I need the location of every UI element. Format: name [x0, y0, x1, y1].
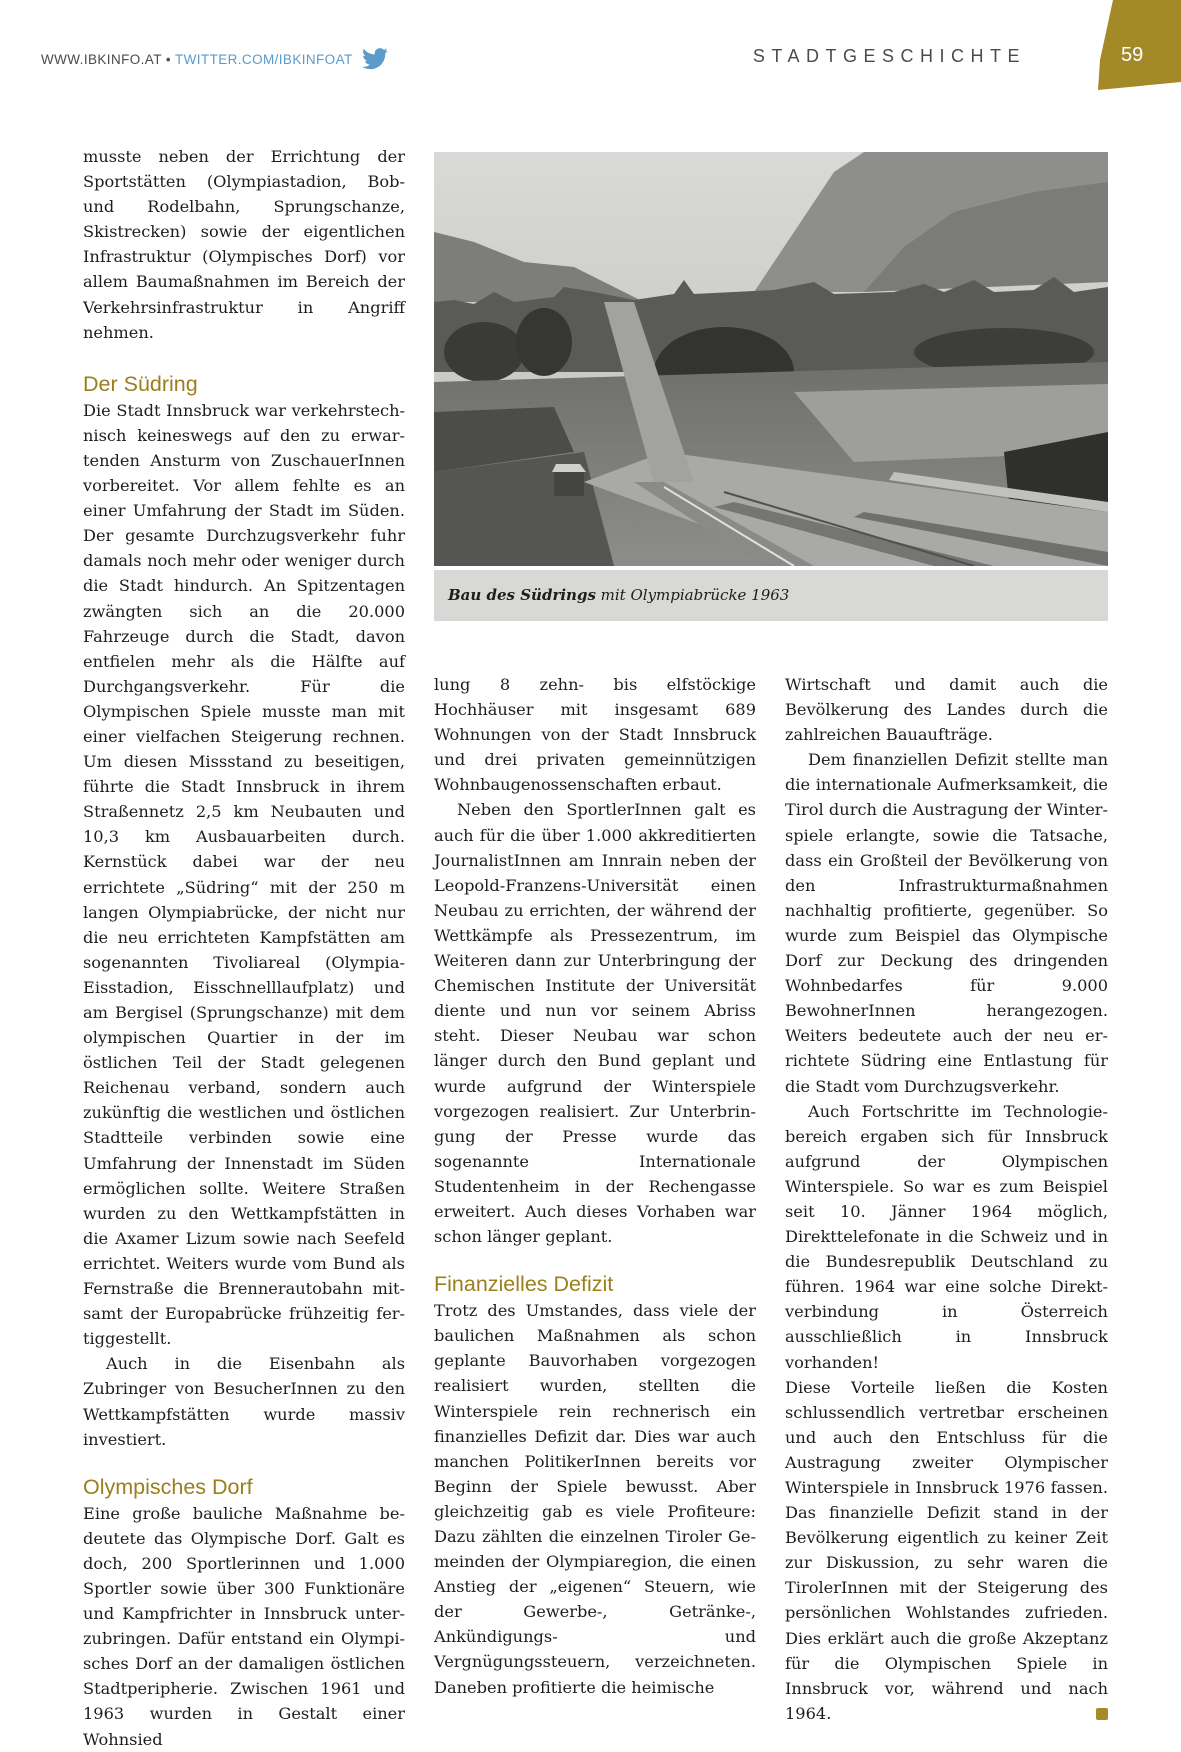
article-column-1 [83, 144, 405, 1752]
photo-illustration [434, 152, 1108, 566]
page-number: 59 [1121, 44, 1144, 66]
header-separator: • [165, 51, 171, 67]
paragraph: Die Stadt Innsbruck war verkehrstechnisch keineswegs auf den zu erwartenden Ansturm von ZuschauerInnen vorbereitet. Vor allem fehlte es an einer Umfahrung der Stadt im Süden. Der gesamte Durchzugsverkehr fuhr damals noch mehr oder weniger durch die Stadt hindurch. An Spitzentagen zwängten sich an die 20.000 Fahrzeuge durch die Stadt, davon entfielen mehr als die Hälfte auf Durchgangsverkehr. Für die Olympischen Spiele musste man mit einer vielfachen Steigerung rechnen. Um diesen Missstand zu beseitigen, führte die Stadt Innsbruck in ihrem Straßennetz 2,5 km Neubauten und 10,3 km Ausbauarbeiten durch. Kernstück dabei war der neu errichtete „Südring“ mit der 250 m langen Olympiabrücke, der nicht nur die neu errichteten Kampfstätten am sogenannten Tivoliareal (Olympia-Eisstadion, Eisschnelllaufplatz) und am Bergisel (Sprungschanze) mit dem olympischen Quartier in der im östlichen Teil der Stadt gelegenen Reichenau verband, sondern auch zukünftig die westlichen und östlichen Stadtteile verbinden sowie eine Umfahrung der Innenstadt im Süden ermöglichen sollte. Weitere Straßen wurden zu den Wettkampfstätten in die Axamer Lizum sowie nach Seefeld errichtet. Weiters wurde vom Bund als Fernstraße die Brennerautobahn mitsamt der Europabrücke frühzeitig fertiggestellt. [83, 400, 405, 1349]
paragraph: Auch in die Eisenbahn als Zubringer von BesucherInnen zu den Wettkampfstätten wurde massiv investiert. [83, 1354, 405, 1449]
article-column-3 [785, 672, 1108, 1726]
paragraph: Neben den SportlerInnen galt es auch für die über 1.000 akkreditierten JournalistInnen am Innrain neben der Leopold-Franzens-Universität einen Neubau zu errichten, der während der Wettkämpfe als Pressezentrum, im Weiteren dann zur Unterbringung der Chemischen Institute der Universität diente und nun vor seinem Abriss steht. Dieser Neubau war schon länger durch den Bund geplant und wurde aufgrund der Winterspiele vorgezogen realisiert. Zur Unterbringung der Presse wurde das sogenannte Internationale Studentenheim in der Rechengasse erweitert. Auch dieses Vorhaben war schon länger geplant. [434, 800, 756, 1247]
paragraph: Eine große bauliche Maßnahme bedeutete das Olympische Dorf. Galt es doch, 200 Sportlerinnen und 1.000 Sportler sowie über 300 Funktionäre und Kampfrichter in Innsbruck unterzubringen. Dafür entstand ein Olympisches Dorf an der damaligen östlichen Stadtperipherie. Zwischen 1961 und 1963 wurden in Gestalt einer Wohnsied [83, 1503, 405, 1749]
twitter-link[interactable]: TWITTER.COM/IBKINFOAT [174, 51, 353, 67]
paragraph: lung 8 zehn- bis elfstöckige Hochhäuser mit insgesamt 689 Wohnungen von der Stadt Innsbruck und drei privaten gemeinnützigen Wohnbaugenossenschaften erbaut. [434, 675, 756, 795]
paragraph: Wirtschaft und damit auch die Bevölkerung des Landes durch die zahlreichen Bauaufträge. [785, 675, 1108, 745]
paragraph: Diese Vorteile ließen die Kosten schlussendlich vertretbar erscheinen und auch den Entschluss für die Austragung zweiter Olympischer Winterspiele in Innsbruck 1976 fassen. Das finanzielle Defizit stand in der Bevölkerung eigentlich zu keiner Zeit zur Diskussion, zu sehr waren die TirolerInnen mit der Steigerung des persönlichen Wohlstandes zufrieden. Dies erklärt auch die große Akzeptanz für die Olympischen Spiele in Innsbruck vor, während und nach 1964. [785, 1377, 1108, 1723]
caption-text [448, 586, 789, 604]
article-column-2 [434, 672, 756, 1700]
caption-bold: Bau des Südrings [448, 586, 596, 604]
end-of-article-square-icon [1096, 1708, 1108, 1720]
paragraph: Auch Fortschritte im Technologiebereich ergaben sich für Innsbruck aufgrund der Olympischen Winterspiele. So war es zum Beispiel seit 10. Jänner 1964 möglich, Direkttelefonate in die Schweiz und in die Bundesrepublik Deutschland zu führen. 1964 war eine solche Direktverbindung in Österreich ausschließlich in Innsbruck vorhanden! [785, 1101, 1108, 1372]
header-links [41, 48, 388, 70]
caption-rest: mit Olympiabrücke 1963 [595, 586, 790, 604]
paragraph: Dem finanziellen Defizit stellte man die internationale Aufmerksamkeit, die Tirol durch die Austragung der Winterspiele erlangte, sowie die Tatsache, dass ein Großteil der Bevölkerung von den Infrastrukturmaßnahmen nachhaltig profitierte, gegenüber. So wurde zum Beispiel das Olympische Dorf zur Deckung des dringenden Wohnbedarfes für 9.000 BewohnerInnen herangezogen. Weiters bedeutete auch der neu errichtete Südring eine Entlastung für die Stadt vom Durchzugsverkehr. [785, 750, 1108, 1096]
intro-paragraph: musste neben der Errichtung der Sportstätten (Olympiastadion, Bob- und Rodelbahn, Sprungschanze, Skistrecken) sowie der eigentlichen Infrastruktur (Olympisches Dorf) vor allem Baumaßnahmen im Bereich der Verkehrsinfrastruktur in Angriff nehmen. [83, 147, 405, 342]
photo-caption [434, 570, 1108, 621]
heading-suedring: Der Südring [83, 371, 198, 396]
photo-suedring-construction [434, 152, 1108, 566]
heading-finanzielles-defizit: Finanzielles Defizit [434, 1272, 614, 1297]
section-title: STADTGESCHICHTE [752, 46, 1026, 66]
heading-olympisches-dorf: Olympisches Dorf [83, 1474, 253, 1499]
twitter-bird-icon[interactable] [362, 48, 388, 70]
website-link[interactable]: WWW.IBKINFO.AT [41, 51, 162, 67]
paragraph: Trotz des Umstandes, dass viele der baulichen Maßnahmen als schon geplante Bauvorhaben vorgezogen realisiert wurden, stellten die Winterspiele rein rechnerisch ein finanzielles Defizit dar. Dies war auch manchen PolitikerInnen bereits vor Beginn der Spiele bewusst. Aber gleichzeitig gab es viele Profiteure: Dazu zählten die einzelnen Tiroler Gemeinden der Olympiaregion, die einen Anstieg der „eigenen“ Steuern, wie der Gewerbe-, Getränke-, Ankündigungs- und Vergnügungssteuern, verzeichneten. Daneben profitierte die heimische [434, 1301, 756, 1697]
